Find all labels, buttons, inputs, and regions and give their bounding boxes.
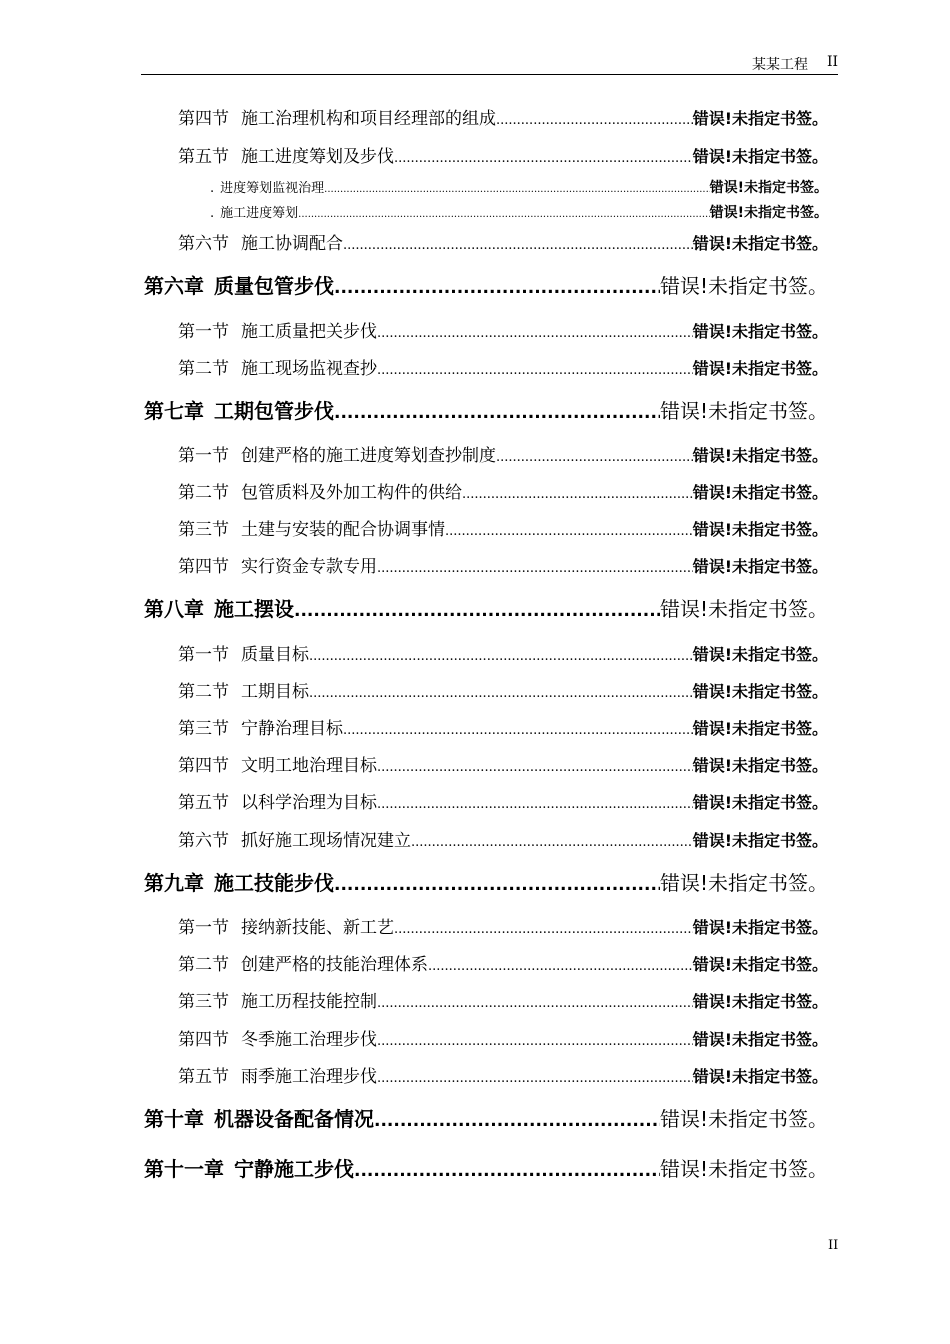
toc-entry-section[interactable] (178, 142, 828, 167)
toc-entry-title: 进度筹划监视治理 (220, 181, 325, 196)
header-title: 某某工程 (752, 57, 808, 73)
toc-entry-label (144, 270, 334, 299)
toc-page-ref: 错误!未指定书签。 (692, 234, 828, 253)
toc-entry-label (178, 826, 411, 851)
toc-entry-title: 施工进度筹划 (220, 206, 299, 221)
toc-entry-chapter[interactable] (144, 1153, 828, 1182)
toc-entry-section[interactable] (178, 552, 828, 577)
toc-page-ref: 错误!未指定书签。 (692, 359, 828, 378)
toc-entry-title: 施工协调配合 (241, 234, 343, 254)
toc-dot-leader (377, 1034, 693, 1049)
toc-dot-leader (428, 959, 693, 974)
toc-entry-label (178, 640, 309, 665)
toc-dot-leader (411, 835, 693, 850)
toc-entry-title: 冬季施工治理步伐 (241, 1030, 377, 1050)
toc-entry-title: 创建严格的施工进度筹划查抄制度 (241, 446, 496, 466)
toc-page-ref: 错误!未指定书签。 (709, 180, 828, 196)
toc-entry-number: 第二节 (178, 483, 229, 503)
toc-entry-number: 第七章 (144, 399, 204, 423)
toc-dot-leader (377, 1071, 693, 1086)
toc-entry-section[interactable] (178, 441, 828, 466)
toc-dot-leader (377, 797, 693, 812)
toc-entry-title: 文明工地治理目标 (241, 756, 377, 776)
toc-entry-label (210, 177, 324, 196)
toc-entry-section[interactable] (178, 714, 828, 739)
toc-page-ref: 错误!未指定书签。 (692, 147, 828, 166)
toc-entry-number: 第六节 (178, 234, 229, 254)
toc-entry-label (178, 552, 377, 577)
toc-entry-number: . (210, 206, 215, 221)
toc-page-ref: 错误!未指定书签。 (692, 520, 828, 539)
toc-entry-number: 第四节 (178, 1030, 229, 1050)
toc-entry-title: 施工治理机构和项目经理部的组成 (241, 109, 496, 129)
toc-dot-leader (294, 601, 660, 621)
toc-entry-number: 第一节 (178, 446, 229, 466)
toc-entry-title: 工期目标 (241, 682, 309, 702)
toc-entry-title: 施工现场监视查抄 (241, 359, 377, 379)
toc-entry-chapter[interactable] (144, 270, 828, 299)
toc-entry-number: 第二节 (178, 955, 229, 975)
toc-page-ref: 错误!未指定书签。 (692, 992, 828, 1011)
toc-entry-section[interactable] (178, 751, 828, 776)
toc-entry-section[interactable] (178, 354, 828, 379)
toc-dot-leader (334, 875, 660, 895)
toc-dot-leader (377, 561, 693, 576)
toc-entry-section[interactable] (178, 1062, 828, 1087)
toc-entry-label (178, 1062, 377, 1087)
toc-dot-leader (496, 113, 693, 128)
toc-entry-number: 第四节 (178, 557, 229, 577)
toc-entry-sub[interactable] (210, 177, 828, 197)
toc-dot-leader (309, 649, 693, 664)
toc-entry-label (178, 950, 428, 975)
toc-entry-label (178, 354, 377, 379)
toc-entry-label (178, 987, 377, 1012)
toc-entry-label (178, 515, 445, 540)
toc-entry-title: 实行资金专款专用 (241, 557, 377, 577)
toc-page-ref: 错误!未指定书签。 (659, 597, 828, 621)
toc-entry-title: 接纳新技能、新工艺 (241, 918, 394, 938)
toc-entry-title: 施工摆设 (214, 597, 294, 621)
toc-entry-sub[interactable] (210, 202, 828, 222)
toc-entry-label (178, 142, 394, 167)
toc-entry-number: 第一节 (178, 322, 229, 342)
toc-entry-label (178, 714, 343, 739)
toc-entry-number: 第二节 (178, 682, 229, 702)
toc-entry-label (178, 478, 462, 503)
toc-dot-leader (394, 151, 693, 166)
toc-page-ref: 错误!未指定书签。 (692, 645, 828, 664)
toc-entry-number: 第六节 (178, 831, 229, 851)
toc-entry-label (144, 1103, 374, 1132)
toc-entry-title: 抓好施工现场情况建立 (241, 831, 411, 851)
toc-entry-section[interactable] (178, 640, 828, 665)
toc-dot-leader (309, 686, 693, 701)
toc-entry-title: 宁静施工步伐 (234, 1157, 354, 1181)
toc-entry-number: 第五节 (178, 793, 229, 813)
toc-entry-label (178, 317, 377, 342)
toc-entry-section[interactable] (178, 229, 828, 254)
toc-page-ref: 错误!未指定书签。 (692, 109, 828, 128)
toc-dot-leader (354, 1161, 660, 1181)
toc-entry-chapter[interactable] (144, 593, 828, 622)
page-header (141, 52, 838, 75)
toc-entry-label (144, 1153, 354, 1182)
toc-entry-number: . (210, 181, 215, 196)
toc-entry-title: 工期包管步伐 (214, 399, 334, 423)
toc-page-ref: 错误!未指定书签。 (692, 1030, 828, 1049)
toc-dot-leader (334, 278, 660, 298)
toc-dot-leader (377, 363, 693, 378)
toc-entry-label (178, 1025, 377, 1050)
toc-entry-label (178, 229, 343, 254)
toc-page-ref: 错误!未指定书签。 (692, 557, 828, 576)
toc-entry-section[interactable] (178, 950, 828, 975)
toc-entry-title: 包管质料及外加工构件的供给 (241, 483, 462, 503)
toc-entry-number: 第四节 (178, 109, 229, 129)
toc-entry-label (178, 751, 377, 776)
toc-entry-label (178, 441, 496, 466)
toc-entry-title: 质量包管步伐 (214, 274, 334, 298)
toc-entry-label (178, 104, 496, 129)
toc-page-ref: 错误!未指定书签。 (692, 682, 828, 701)
toc-entry-section[interactable] (178, 104, 828, 129)
toc-dot-leader (343, 238, 693, 253)
toc-dot-leader (394, 922, 693, 937)
toc-entry-label (144, 593, 294, 622)
toc-entry-number: 第一节 (178, 645, 229, 665)
toc-page-ref: 错误!未指定书签。 (659, 274, 828, 298)
footer-page-number: II (828, 1238, 839, 1253)
toc-entry-title: 以科学治理为目标 (241, 793, 377, 813)
toc-entry-number: 第一节 (178, 918, 229, 938)
toc-dot-leader (462, 487, 693, 502)
toc-entry-chapter[interactable] (144, 867, 828, 896)
toc-entry-number: 第十章 (144, 1107, 204, 1131)
toc-entry-label (144, 867, 334, 896)
toc-page-ref: 错误!未指定书签。 (709, 205, 828, 221)
toc-entry-title: 施工进度筹划及步伐 (241, 147, 394, 167)
toc-page-ref: 错误!未指定书签。 (692, 756, 828, 775)
toc-entry-number: 第五节 (178, 1067, 229, 1087)
toc-entry-section[interactable] (178, 478, 828, 503)
toc-entry-title: 雨季施工治理步伐 (241, 1067, 377, 1087)
toc-dot-leader (496, 450, 693, 465)
toc-entry-title: 施工质量把关步伐 (241, 322, 377, 342)
toc-page-ref: 错误!未指定书签。 (692, 955, 828, 974)
toc-entry-number: 第六章 (144, 274, 204, 298)
toc-entry-label (144, 395, 334, 424)
toc-entry-number: 第十一章 (144, 1157, 224, 1181)
toc-entry-label (178, 788, 377, 813)
toc-dot-leader (324, 184, 709, 195)
toc-page-ref: 错误!未指定书签。 (692, 918, 828, 937)
toc-entry-number: 第三节 (178, 719, 229, 739)
toc-entry-title: 创建严格的技能治理体系 (241, 955, 428, 975)
toc-entry-section[interactable] (178, 913, 828, 938)
toc-entry-section[interactable] (178, 317, 828, 342)
toc-entry-title: 施工历程技能控制 (241, 992, 377, 1012)
toc-page-ref: 错误!未指定书签。 (692, 483, 828, 502)
toc-entry-title: 施工技能步伐 (214, 871, 334, 895)
toc-page-ref: 错误!未指定书签。 (692, 322, 828, 341)
toc-page-ref: 错误!未指定书签。 (692, 831, 828, 850)
toc-entry-chapter[interactable] (144, 1103, 828, 1132)
toc-entry-title: 质量目标 (241, 645, 309, 665)
toc-dot-leader (377, 326, 693, 341)
toc-entry-number: 第九章 (144, 871, 204, 895)
toc-entry-label (178, 677, 309, 702)
toc-dot-leader (298, 209, 709, 220)
toc-entry-section[interactable] (178, 677, 828, 702)
toc-entry-title: 土建与安装的配合协调事情 (241, 520, 445, 540)
toc-dot-leader (343, 723, 693, 738)
toc-page-ref: 错误!未指定书签。 (692, 1067, 828, 1086)
toc-entry-title: 宁静治理目标 (241, 719, 343, 739)
toc-page-ref: 错误!未指定书签。 (659, 1107, 828, 1131)
toc-entry-number: 第三节 (178, 520, 229, 540)
header-page-number: II (826, 54, 838, 70)
toc-page-ref: 错误!未指定书签。 (659, 1157, 828, 1181)
toc-entry-label (210, 202, 298, 221)
toc-page-ref: 错误!未指定书签。 (692, 446, 828, 465)
toc-entry-title: 机器设备配备情况 (214, 1107, 374, 1131)
toc-entry-label (178, 913, 394, 938)
toc-entry-number: 第八章 (144, 597, 204, 621)
toc-dot-leader (445, 524, 693, 539)
toc-entry-section[interactable] (178, 788, 828, 813)
toc-dot-leader (374, 1111, 660, 1131)
toc-entry-section[interactable] (178, 1025, 828, 1050)
toc-entry-number: 第四节 (178, 756, 229, 776)
toc-page-ref: 错误!未指定书签。 (659, 399, 828, 423)
toc-entry-chapter[interactable] (144, 395, 828, 424)
toc-dot-leader (377, 996, 693, 1011)
toc-dot-leader (377, 760, 693, 775)
toc-page-ref: 错误!未指定书签。 (659, 871, 828, 895)
toc-entry-section[interactable] (178, 987, 828, 1012)
toc-page-ref: 错误!未指定书签。 (692, 719, 828, 738)
toc-entry-number: 第三节 (178, 992, 229, 1012)
toc-page-ref: 错误!未指定书签。 (692, 793, 828, 812)
toc-entry-section[interactable] (178, 515, 828, 540)
toc-entry-section[interactable] (178, 826, 828, 851)
toc-entry-number: 第五节 (178, 147, 229, 167)
toc-dot-leader (334, 403, 660, 423)
toc-entry-number: 第二节 (178, 359, 229, 379)
